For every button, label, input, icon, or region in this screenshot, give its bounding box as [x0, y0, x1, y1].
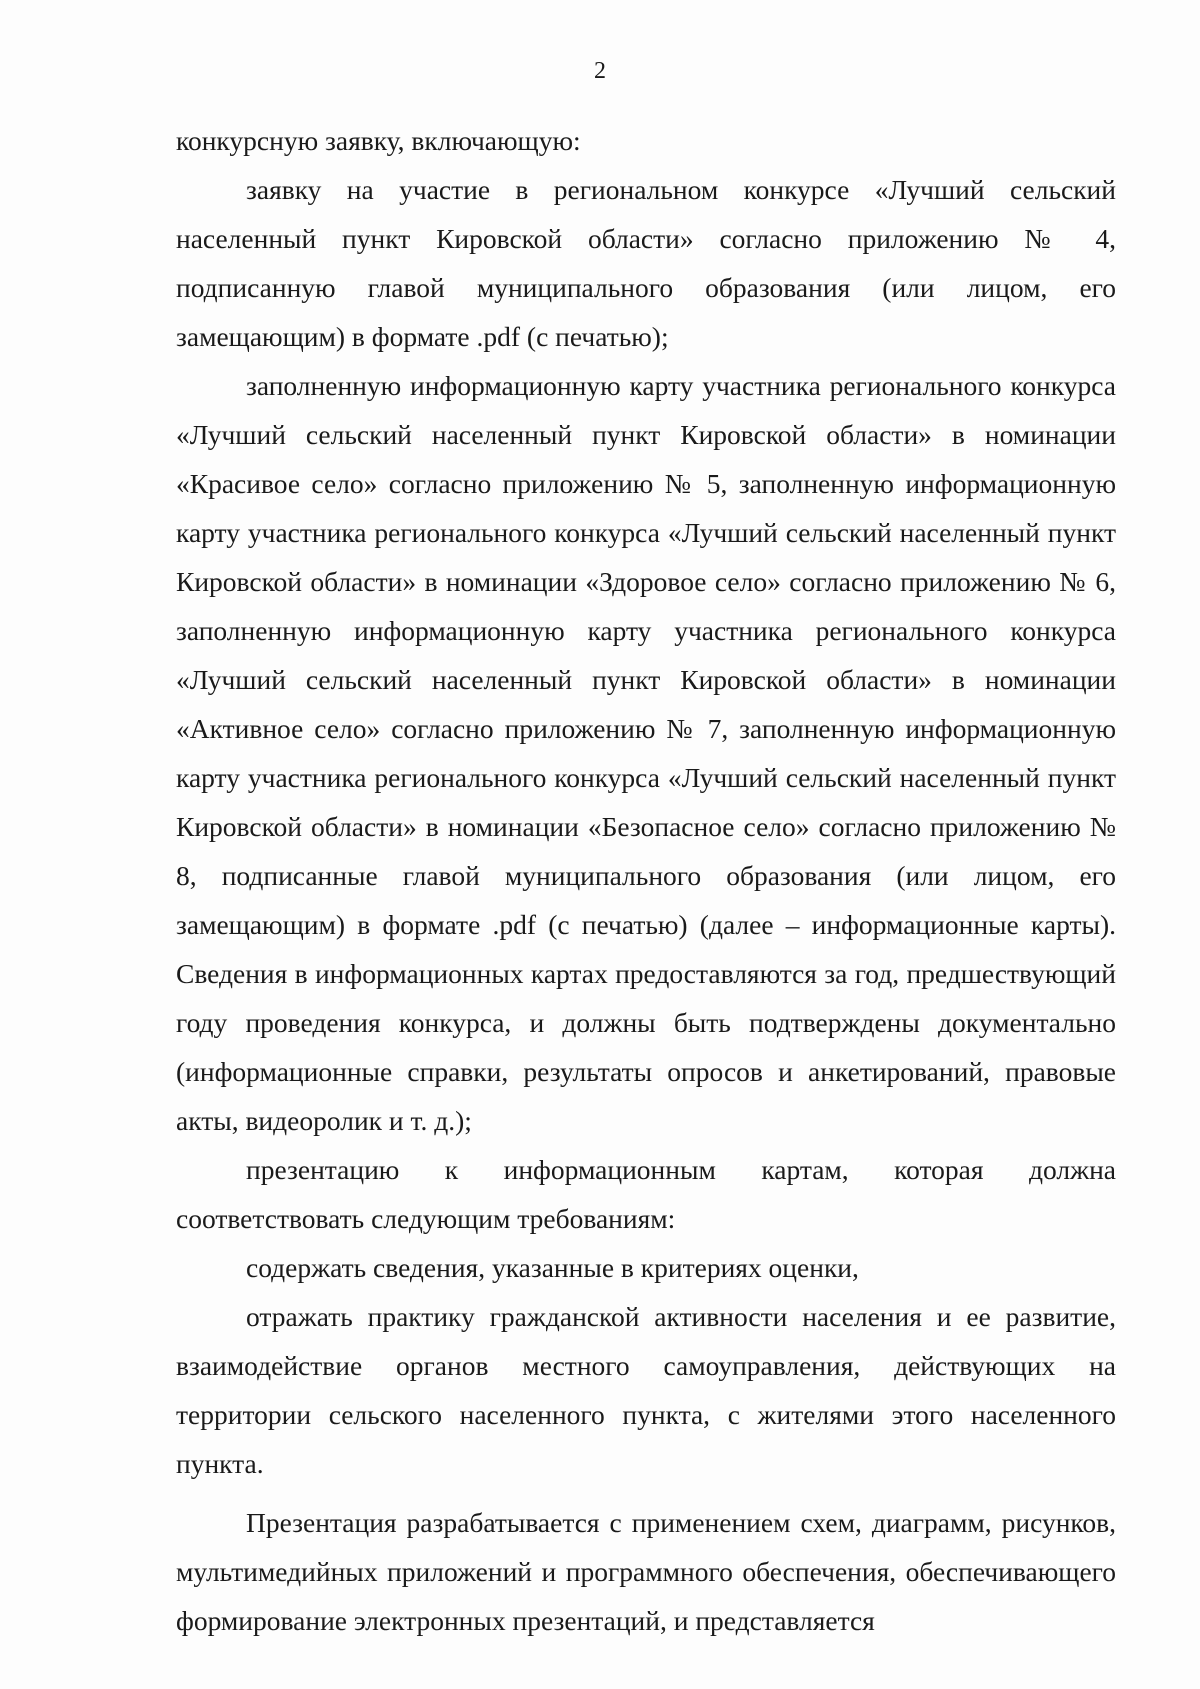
paragraph-information-cards: заполненную информационную карту участника регионального конкурса «Лучший сельский населенный пункт Кировской области» в номинации «Красивое село» согласно приложению № 5, заполненную информационную карту участника регионального конкурса «Лучший сельский населенный пункт Кировской области» в номинации «Здоровое село» согласно приложению № 6, заполненную информационную карту участника регионального конкурса «Лучший сельский населенный пункт Кировской области» в номинации «Активное село» согласно приложению № 7, заполненную информационную карту участника регионального конкурса «Лучший сельский населенный пункт Кировской области» в номинации «Безопасное село» согласно приложению № 8, подписанные главой муниципального образования (или лицом, его замещающим) в формате .pdf (с печатью) (далее – информационные карты). Сведения в информационных картах предоставляются за год, предшествующий году проведения конкурса, и должны быть подтверждены документально (информационные справки, результаты опросов и анкетирований, правовые акты, видеоролик и т. д.); [176, 370, 1116, 1136]
paragraph-requirement-activity: отражать практику гражданской активности населения и ее развитие, взаимодействие органов местного самоуправления, действующих на территории сельского населенного пункта, с жителями этого населенного пункта. [176, 1301, 1116, 1479]
paragraph-presentation-format: Презентация разрабатывается с применением схем, диаграмм, рисунков, мультимедийных приложений и программного обеспечения, обеспечивающего формирование электронных презентаций, и представляется [176, 1507, 1116, 1636]
paragraph-presentation: презентацию к информационным картам, которая должна соответствовать следующим требованиям: [176, 1154, 1116, 1234]
paragraph-application-intro: конкурсную заявку, включающую: [176, 125, 581, 156]
page-number: 2 [594, 58, 606, 84]
paragraph-participation-request: заявку на участие в региональном конкурсе «Лучший сельский населенный пункт Кировской области» согласно приложению № 4, подписанную главой муниципального образования (или лицом, его замещающим) в формате .pdf (с печатью); [176, 174, 1116, 352]
paragraph-requirement-criteria: содержать сведения, указанные в критериях оценки, [246, 1252, 859, 1283]
document-body [176, 116, 1116, 1645]
